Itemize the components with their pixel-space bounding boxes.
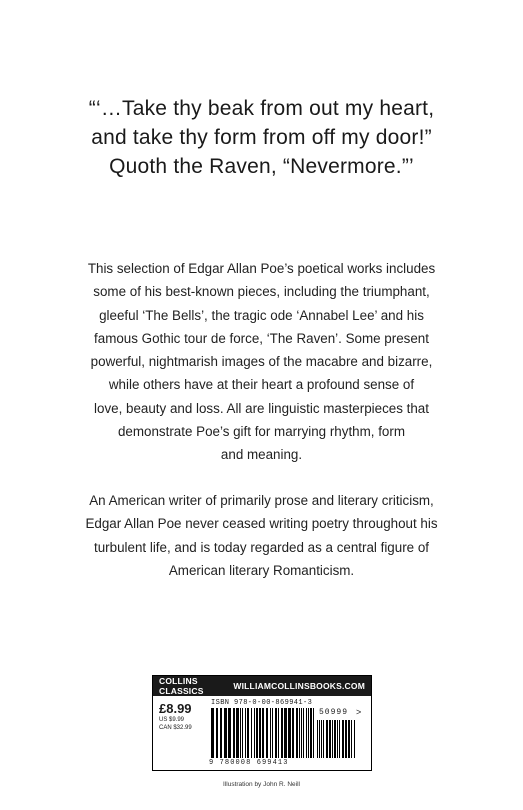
quote-line: Quoth the Raven, “Nevermore.”’: [109, 155, 414, 178]
description-line: famous Gothic tour de force, ‘The Raven’. Some present: [94, 330, 429, 346]
barcode-digits: 9 780008 699413: [209, 759, 289, 767]
description-line: love, beauty and loss. All are linguistic masterpieces that: [94, 400, 429, 416]
author-bio-paragraph: [60, 489, 463, 582]
publisher-website: WILLIAMCOLLINSBOOKS.COM: [233, 681, 365, 691]
isbn-label: ISBN 978-0-00-869941-3: [211, 699, 313, 707]
price-can: CAN $32.99: [159, 725, 192, 731]
bio-line: American literary Romanticism.: [168, 562, 355, 578]
isbn-barcode-icon: [211, 708, 315, 758]
addon-code: 50999: [319, 708, 349, 717]
barcode-panel-header: [153, 676, 371, 696]
pull-quote: [0, 94, 523, 181]
description-line: This selection of Edgar Allan Poe’s poetical works includes: [87, 261, 436, 276]
series-name: COLLINS CLASSICS: [159, 676, 204, 696]
illustration-credit: Illustration by John R. Neill: [223, 781, 300, 788]
quote-line: “‘…Take thy beak from out my heart,: [88, 97, 435, 120]
description-line: demonstrate Poe’s gift for marrying rhythm, form: [117, 424, 405, 440]
bio-line: An American writer of primarily prose and literary criticism,: [89, 493, 434, 508]
addon-arrow-icon: >: [356, 707, 362, 717]
quote-line: and take thy form from off my door!”: [91, 126, 432, 149]
bio-line: turbulent life, and is today regarded as a central figure of: [94, 539, 429, 555]
price-block: [159, 701, 203, 732]
description-line: some of his best-known pieces, including the triumphant,: [93, 284, 430, 300]
description-line: powerful, nightmarish images of the macabre and bizarre,: [90, 354, 433, 370]
description-line: while others have at their heart a profound sense of: [108, 377, 415, 393]
barcode-panel: [152, 675, 372, 771]
price-addon-barcode-icon: [317, 720, 357, 758]
description-paragraph: [60, 257, 463, 467]
price-us: US $9.99: [159, 717, 185, 723]
description-line: gleeful ‘The Bells’, the tragic ode ‘Annabel Lee’ and his: [99, 307, 424, 323]
bio-line: Edgar Allan Poe never ceased writing poetry throughout his: [85, 516, 438, 532]
description-line: and meaning.: [220, 447, 303, 463]
price-gbp: £8.99: [159, 701, 192, 716]
